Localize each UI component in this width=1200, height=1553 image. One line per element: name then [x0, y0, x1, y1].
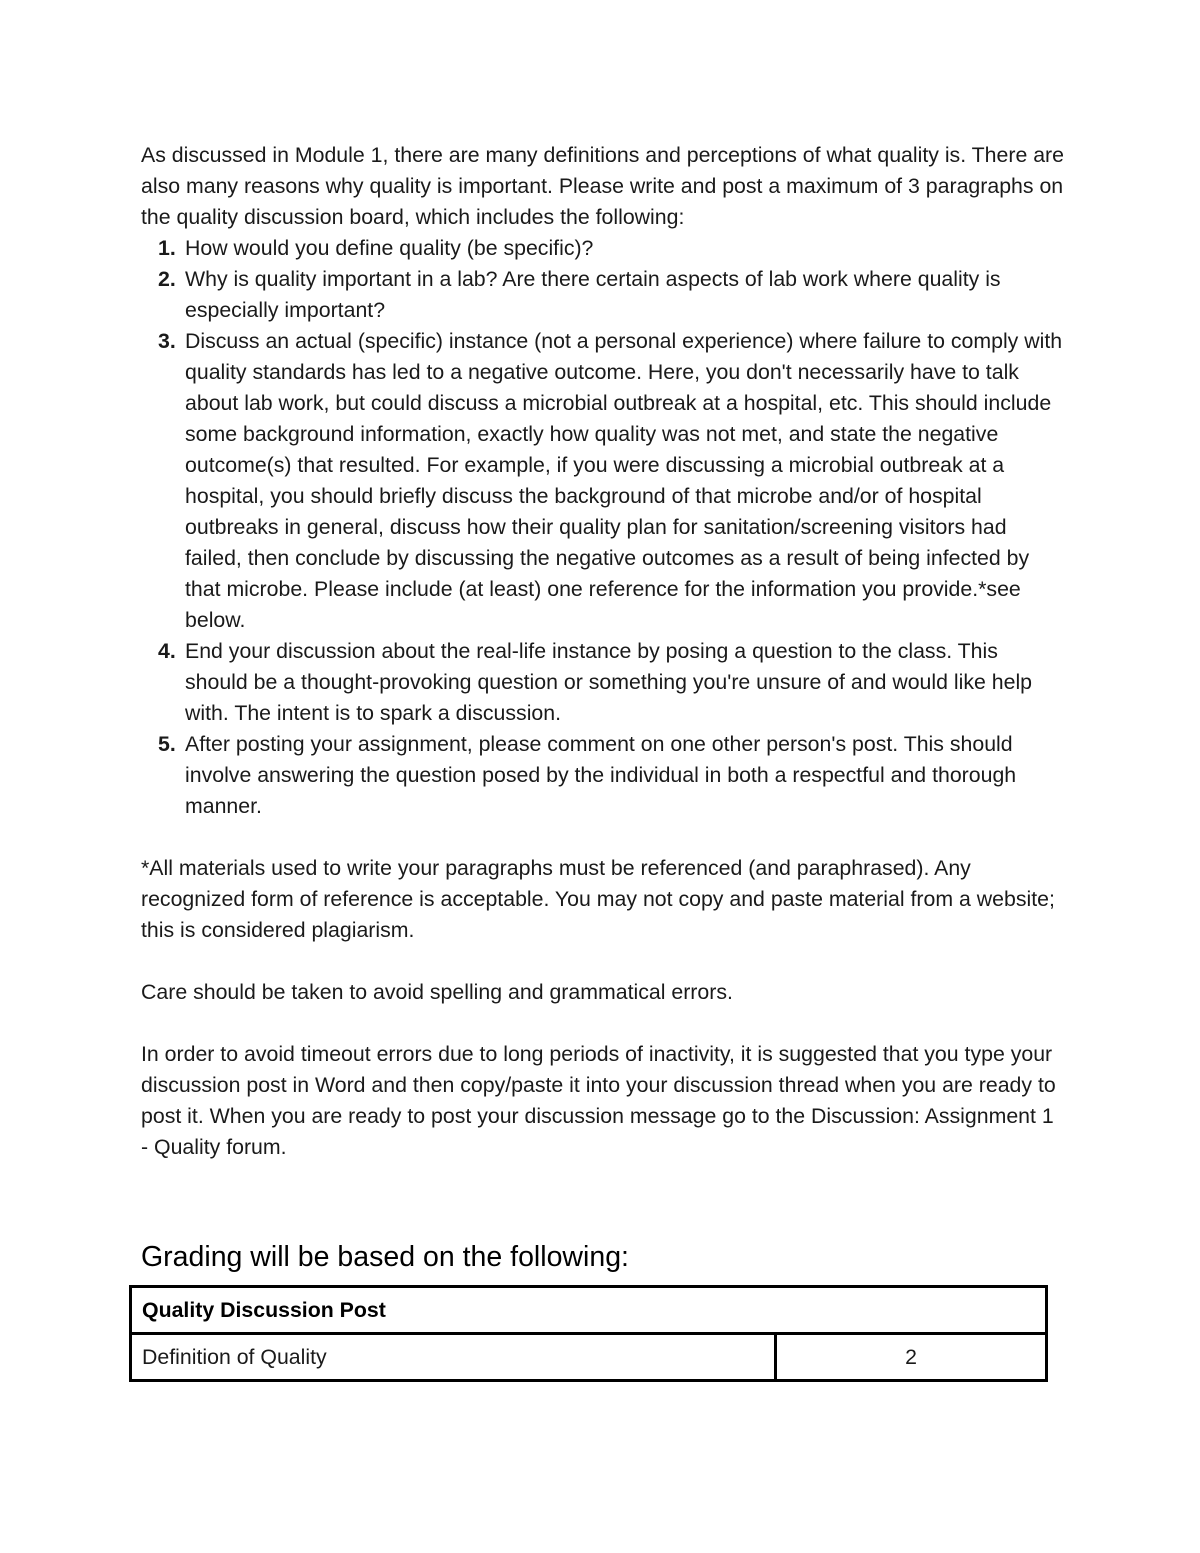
list-item-text: Discuss an actual (specific) instance (not a personal experience) where failure to comply with quality standards has led to a negative outcome. Here, you don't necessarily have to talk about lab work, but could discuss a microbial outbreak at a hospital, etc. This should include some background information, exactly how quality was not met, and state the negative outcome(s) that resulted. For example, if you were discussing a microbial outbreak at a hospital, you should briefly discuss the background of that microbe and/or of hospital outbreaks in general, discuss how their quality plan for sanitation/screening visitors had failed, then conclude by discussing the negative outcomes as a result of being infected by that microbe. Please include (at least) one reference for the information you provide.*see below. [185, 329, 1063, 632]
list-item [141, 264, 1066, 326]
references-note: *All materials used to write your paragraphs must be referenced (and paraphrased). Any recognized form of reference is acceptable. You may not copy and paste material from a website; this is considered plagiarism. [141, 856, 1055, 942]
list-item [141, 326, 1066, 636]
intro-paragraph: As discussed in Module 1, there are many definitions and perceptions of what quality is. There are also many reasons why quality is important. Please write and post a maximum of 3 paragraphs on the quality discussion board, which includes the following: [141, 143, 1064, 229]
points-cell: 2 [776, 1334, 1047, 1381]
list-item-text: How would you define quality (be specific)? [185, 236, 594, 260]
document-body [141, 140, 1066, 1163]
list-item-text: End your discussion about the real-life instance by posing a question to the class. This should be a thought-provoking question or something you're unsure of and would like help with. The intent is to spark a discussion. [185, 639, 1033, 725]
requirements-list [141, 233, 1066, 822]
table-header-row [131, 1287, 1047, 1334]
timeout-note: In order to avoid timeout errors due to long periods of inactivity, it is suggested that you type your discussion post in Word and then copy/paste it into your discussion thread when you are ready to post it. When you are ready to post your discussion message go to the Discussion: Assignment 1 - Quality forum. [141, 1042, 1056, 1159]
list-item-text: Why is quality important in a lab? Are there certain aspects of lab work where quality is especially important? [185, 267, 1001, 322]
criterion-cell: Definition of Quality [131, 1334, 776, 1381]
grading-table-title: Quality Discussion Post [131, 1287, 1047, 1334]
table-row [131, 1334, 1047, 1381]
list-item-number: 4. [158, 639, 176, 663]
list-item-number: 5. [158, 732, 176, 756]
list-item [141, 729, 1066, 822]
list-item [141, 636, 1066, 729]
care-note: Care should be taken to avoid spelling and grammatical errors. [141, 980, 733, 1004]
list-item-number: 1. [158, 236, 176, 260]
grading-heading: Grading will be based on the following: [141, 1241, 629, 1273]
grading-table [129, 1285, 1048, 1382]
list-item-text: After posting your assignment, please comment on one other person's post. This should involve answering the question posed by the individual in both a respectful and thorough manner. [185, 732, 1017, 818]
list-item-number: 3. [158, 329, 176, 353]
list-item-number: 2. [158, 267, 176, 291]
list-item [141, 233, 1066, 264]
